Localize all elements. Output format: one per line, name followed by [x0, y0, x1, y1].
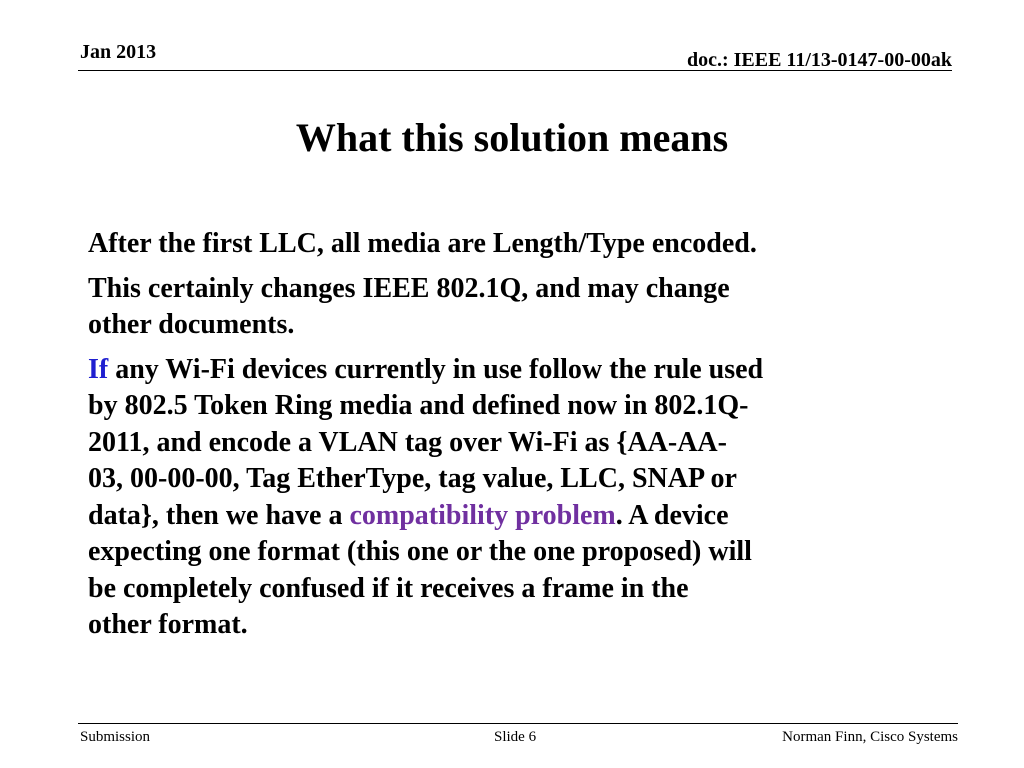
bullet-8021q-change: [88, 271, 968, 344]
bullet-line: other format.: [88, 609, 248, 640]
bullet-line: other documents.: [88, 309, 295, 340]
bullet-text: any Wi-Fi devices currently in use follow the rule used: [108, 353, 764, 385]
bullet-line: After the first LLC, all media are Length/Type encoded.: [88, 228, 757, 259]
footer-submission: Submission: [80, 729, 151, 745]
header-divider: [78, 70, 952, 71]
bullet-text: . A device: [615, 499, 729, 531]
footer-divider: [78, 723, 958, 724]
bullet-line: expecting one format (this one or the one proposed) will: [88, 536, 752, 567]
slide-body: [88, 226, 968, 652]
if-highlight: If: [88, 353, 109, 385]
footer-slide-number: Slide 6: [494, 729, 537, 745]
header-doc-id: doc.: IEEE 11/13-0147-00-00ak: [686, 49, 952, 71]
bullet-line: [88, 352, 968, 389]
bullet-line: be completely confused if it receives a frame in the: [88, 572, 689, 604]
compatibility-problem-highlight: compatibility problem: [349, 499, 616, 531]
bullet-line: [88, 498, 968, 535]
bullet-line: 2011, and encode a VLAN tag over Wi-Fi as {AA-AA-: [88, 426, 727, 458]
bullet-line: This certainly changes IEEE 802.1Q, and may change: [88, 272, 730, 304]
bullet-line: by 802.5 Token Ring media and defined now in 802.1Q-: [88, 390, 749, 421]
bullet-line: 03, 00-00-00, Tag EtherType, tag value, LLC, SNAP or: [88, 463, 737, 494]
bullet-compatibility: [88, 352, 968, 644]
bullet-text: data}, then we have a: [88, 499, 350, 531]
header-date: Jan 2013: [80, 41, 157, 63]
footer-author: Norman Finn, Cisco Systems: [782, 729, 958, 745]
slide-title: What this solution means: [295, 115, 729, 160]
bullet-length-type: [88, 226, 968, 263]
